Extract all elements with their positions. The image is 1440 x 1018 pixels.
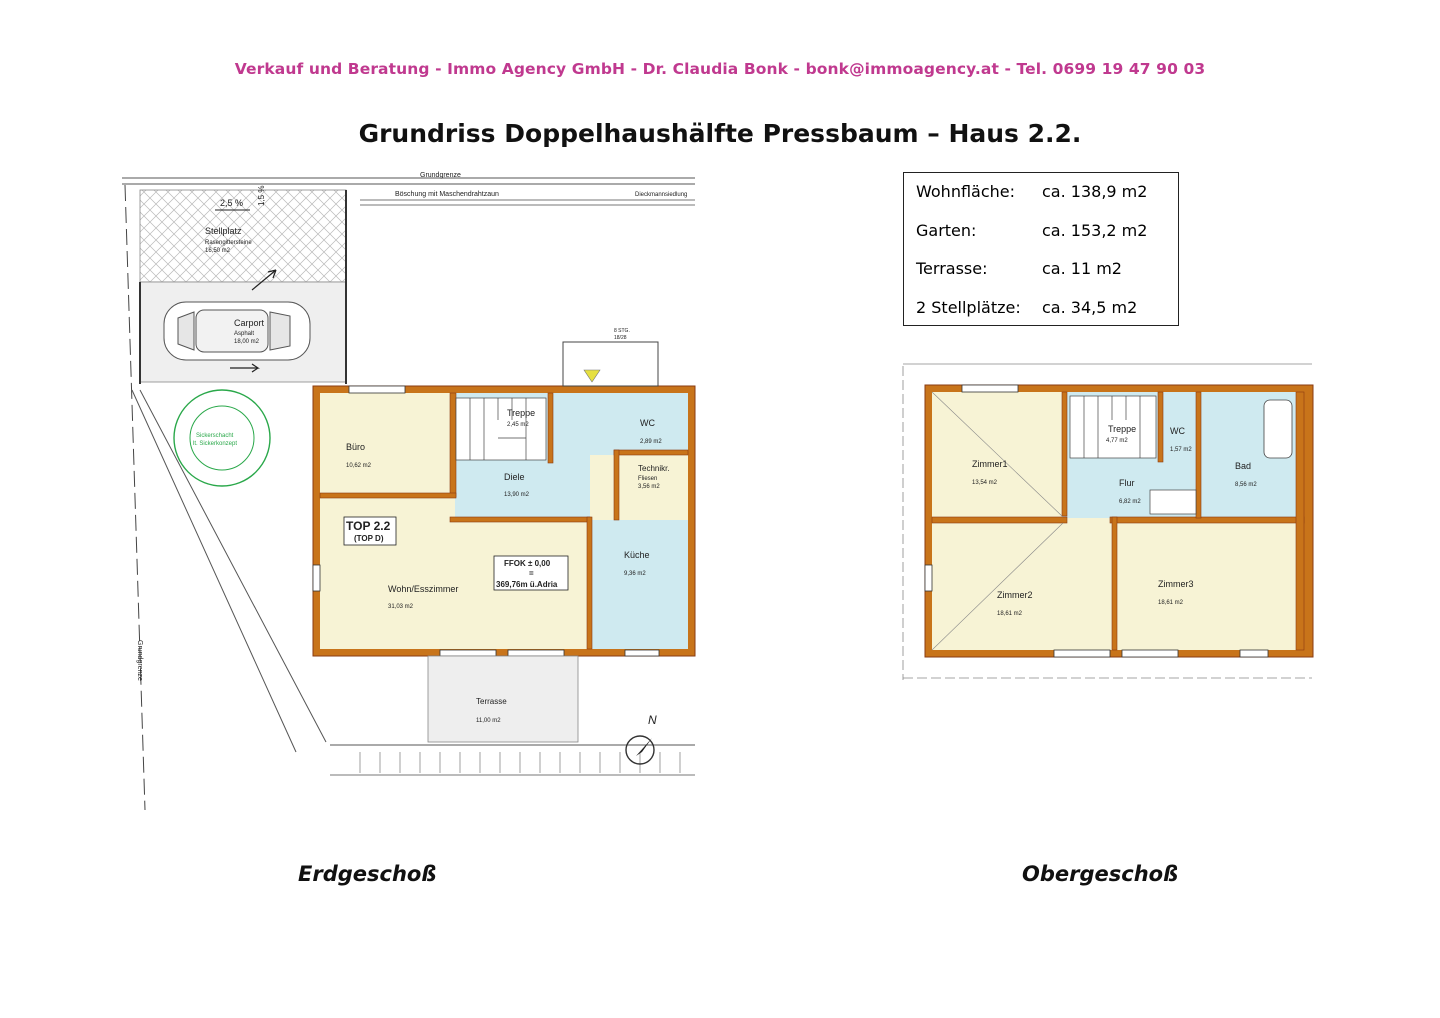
gf-treppe-label: Treppe [507, 408, 536, 418]
stellplatz-area-label: 16,50 m2 [205, 248, 231, 254]
technik-label: Technikr. [638, 464, 670, 473]
area-value: ca. 138,9 m2 [1042, 182, 1148, 201]
dieckmann-label: Dieckmannsiedlung [635, 192, 688, 198]
ffok-line1: FFOK ± 0,00 [504, 559, 551, 568]
ground-floor-caption: Erdgeschoß [298, 862, 437, 886]
carport-area-label: 18,00 m2 [234, 339, 260, 345]
area-label: Garten: [916, 221, 977, 240]
buero-area: 10,62 m2 [346, 463, 372, 469]
carport-label: Carport [234, 318, 265, 328]
wohn-area: 31,03 m2 [388, 604, 414, 610]
flur-label: Flur [1119, 478, 1135, 488]
top-label: TOP 2.2 [346, 519, 391, 533]
ffok-line3: 369,76m ü.Adria [496, 580, 558, 589]
upper-floor-caption: Obergeschoß [1022, 862, 1179, 886]
area-label: Terrasse: [916, 259, 988, 278]
zimmer1-area: 13,54 m2 [972, 480, 998, 486]
grundgrenze-label: Grundgrenze [420, 172, 461, 179]
contact-line: Verkauf und Beratung - Immo Agency GmbH - Dr. Claudia Bonk - bonk@immoagency.at - Tel. 0699 19 47 90 03 [234, 60, 1206, 78]
uf-treppe-area: 4,77 m2 [1106, 438, 1128, 444]
zimmer2-label: Zimmer2 [997, 590, 1033, 600]
terrasse-label: Terrasse [476, 697, 507, 706]
gf-kueche-area [590, 520, 688, 649]
wohn-label: Wohn/Esszimmer [388, 584, 459, 594]
page-title: Grundriss Doppelhaushälfte Pressbaum – Haus 2.2. [358, 119, 1082, 148]
technik-area: 3,56 m2 [638, 484, 660, 490]
diele-area: 13,90 m2 [504, 492, 530, 498]
gf-wc-label: WC [640, 418, 655, 428]
gf-outside-stairs [563, 342, 658, 386]
stellplatz-label: Stellplatz [205, 226, 242, 236]
flur-area: 6,82 m2 [1119, 499, 1141, 505]
zimmer3-label: Zimmer3 [1158, 579, 1194, 589]
diele-label: Diele [504, 472, 525, 482]
bad-area: 8,56 m2 [1235, 482, 1257, 488]
area-value: ca. 11 m2 [1042, 259, 1122, 278]
ffok-line2: = [529, 569, 534, 578]
technik-sub: Fliesen [638, 476, 658, 482]
ground-floor-plan [122, 172, 695, 810]
uf-wc-label: WC [1170, 426, 1185, 436]
gf-treppe-area: 2,45 m2 [507, 422, 529, 428]
upper-floor-plan [903, 364, 1313, 680]
area-value: ca. 34,5 m2 [1042, 298, 1138, 317]
sicker-label2: lt. Sickerkonzept [193, 441, 238, 447]
grundgrenze-side-label: Grundgrenze [136, 640, 143, 681]
sicker-label1: Sickerschacht [196, 433, 234, 439]
north-label: N [648, 713, 657, 727]
stellplatz-sub: Rasengittersteine [205, 240, 252, 246]
zimmer3-area: 18,61 m2 [1158, 600, 1184, 606]
zimmer2-area: 18,61 m2 [997, 611, 1023, 617]
area-label: Wohnfläche: [916, 182, 1016, 201]
boeschung-label: Böschung mit Maschendrahtzaun [395, 191, 499, 198]
uf-wc-area: 1,57 m2 [1170, 447, 1192, 453]
bad-label: Bad [1235, 461, 1252, 471]
gf-wc-area [556, 393, 688, 455]
stairs-note1: 8 STG. [614, 328, 630, 334]
gf-wc-area-label: 2,89 m2 [640, 439, 662, 445]
slope2-label: 1,5 % [257, 185, 266, 206]
buero-label: Büro [346, 442, 366, 452]
carport-sub: Asphalt [234, 331, 255, 337]
area-value: ca. 153,2 m2 [1042, 221, 1148, 240]
uf-treppe-label: Treppe [1108, 424, 1137, 434]
stairs-note2: 18/28 [614, 335, 627, 341]
top-sub: (TOP D) [354, 534, 384, 543]
area-label: 2 Stellplätze: [916, 298, 1021, 317]
kueche-area: 9,36 m2 [624, 571, 646, 577]
slope-label: 2,5 % [220, 198, 244, 208]
kueche-label: Küche [624, 550, 650, 560]
zimmer1-label: Zimmer1 [972, 459, 1008, 469]
terrasse-area-label: 11,00 m2 [476, 718, 501, 724]
bathtub-icon [1264, 400, 1292, 458]
